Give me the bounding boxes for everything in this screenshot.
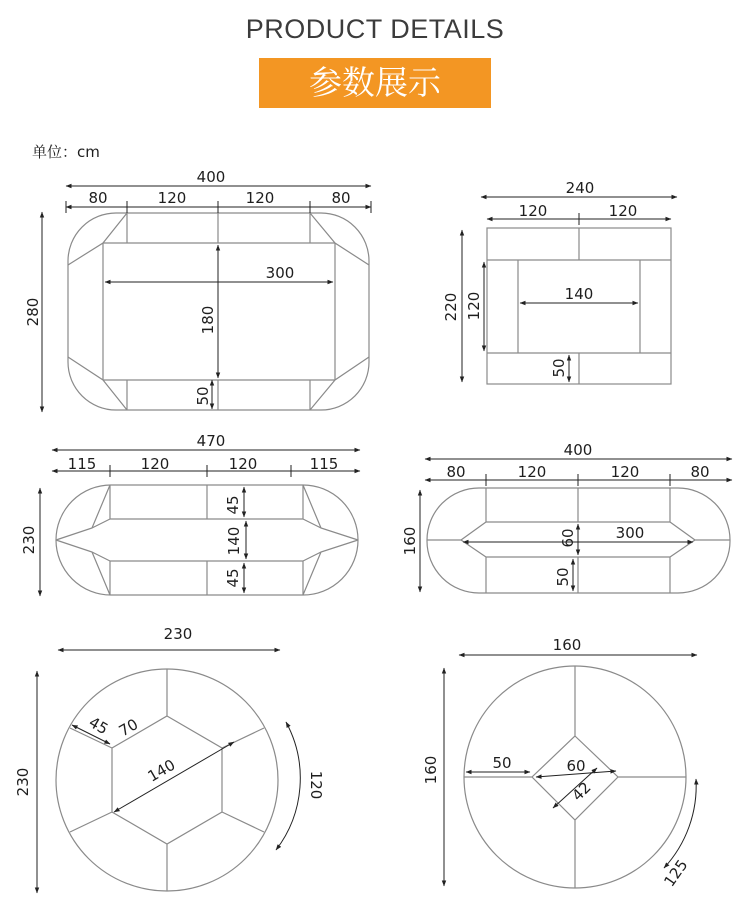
- round-sofa-hex-side: 70: [115, 715, 142, 741]
- rect-sofa-large-seg-4: 80: [331, 189, 351, 207]
- rect-sofa-small-seg-2: 120: [608, 202, 638, 220]
- oval-sofa-small-seg-3: 120: [610, 463, 640, 481]
- oval-sofa-large-height-label: 230: [20, 525, 38, 555]
- round-sofa-hex-width-label: 230: [163, 625, 193, 643]
- rect-sofa-large-seg-2: 120: [157, 189, 187, 207]
- round-sofa-quad-width-label: 160: [552, 636, 582, 654]
- round-sofa-hex-seat-depth: 45: [85, 713, 112, 739]
- oval-sofa-large-seat-depth-top: 45: [224, 495, 242, 515]
- oval-sofa-large-inner-height: 140: [225, 526, 243, 556]
- oval-sofa-large-seg-4: 115: [309, 455, 339, 473]
- rect-sofa-small-inner-width: 140: [564, 285, 594, 303]
- oval-sofa-large-seat-depth-bottom: 45: [224, 568, 242, 588]
- rect-sofa-small-height-label: 220: [442, 292, 460, 322]
- oval-sofa-small-height-label: 160: [401, 526, 419, 556]
- unit-label: 单位：cm: [32, 143, 100, 161]
- rect-sofa-small-diagram: [442, 179, 677, 384]
- title-banner: 参数展示: [259, 58, 491, 108]
- rect-sofa-large-height-label: 280: [24, 297, 42, 327]
- oval-sofa-large-seg-2: 120: [140, 455, 170, 473]
- oval-sofa-small-seg-2: 120: [517, 463, 547, 481]
- oval-sofa-small-seg-4: 80: [690, 463, 710, 481]
- round-sofa-hex-height-label: 230: [14, 767, 32, 797]
- oval-sofa-small-inner-width: 300: [615, 524, 645, 542]
- round-sofa-hex-arc-length: 120: [307, 770, 325, 800]
- rect-sofa-small-inner-height: 120: [465, 291, 483, 321]
- round-sofa-hex-diagram: [14, 625, 325, 893]
- oval-sofa-large-seg-3: 120: [228, 455, 258, 473]
- rect-sofa-small-seg-1: 120: [518, 202, 548, 220]
- page-title: PRODUCT DETAILS: [245, 14, 505, 44]
- round-sofa-quad-diagram: [422, 636, 697, 890]
- oval-sofa-small-diagram: [401, 441, 732, 593]
- rect-sofa-small-width-label: 240: [565, 179, 595, 197]
- round-sofa-quad-arc-length: 125: [660, 856, 692, 891]
- rect-sofa-large-width-label: 400: [196, 168, 226, 186]
- round-sofa-quad-seat-depth: 50: [492, 754, 512, 772]
- oval-sofa-small-seg-1: 80: [446, 463, 466, 481]
- rect-sofa-large-diagram: [24, 168, 371, 412]
- rect-sofa-large-inner-width: 300: [265, 264, 295, 282]
- rect-sofa-large-seg-3: 120: [245, 189, 275, 207]
- round-sofa-hex-inner-span: 140: [144, 755, 179, 786]
- rect-sofa-small-seat-depth: 50: [550, 358, 568, 378]
- rect-sofa-large-seat-depth: 50: [194, 386, 212, 406]
- oval-sofa-small-width-label: 400: [563, 441, 593, 459]
- oval-sofa-large-diagram: [20, 432, 360, 596]
- rect-sofa-large-inner-height: 180: [199, 305, 217, 335]
- oval-sofa-large-width-label: 470: [196, 432, 226, 450]
- oval-sofa-small-inner-height: 60: [559, 528, 577, 548]
- round-sofa-quad-inner-side: 60: [566, 757, 586, 775]
- round-sofa-quad-height-label: 160: [422, 755, 440, 785]
- rect-sofa-large-seg-1: 80: [88, 189, 108, 207]
- oval-sofa-small-seat-depth: 50: [554, 567, 572, 587]
- oval-sofa-large-seg-1: 115: [67, 455, 97, 473]
- round-sofa-quad-inner-side-b: 42: [568, 778, 595, 805]
